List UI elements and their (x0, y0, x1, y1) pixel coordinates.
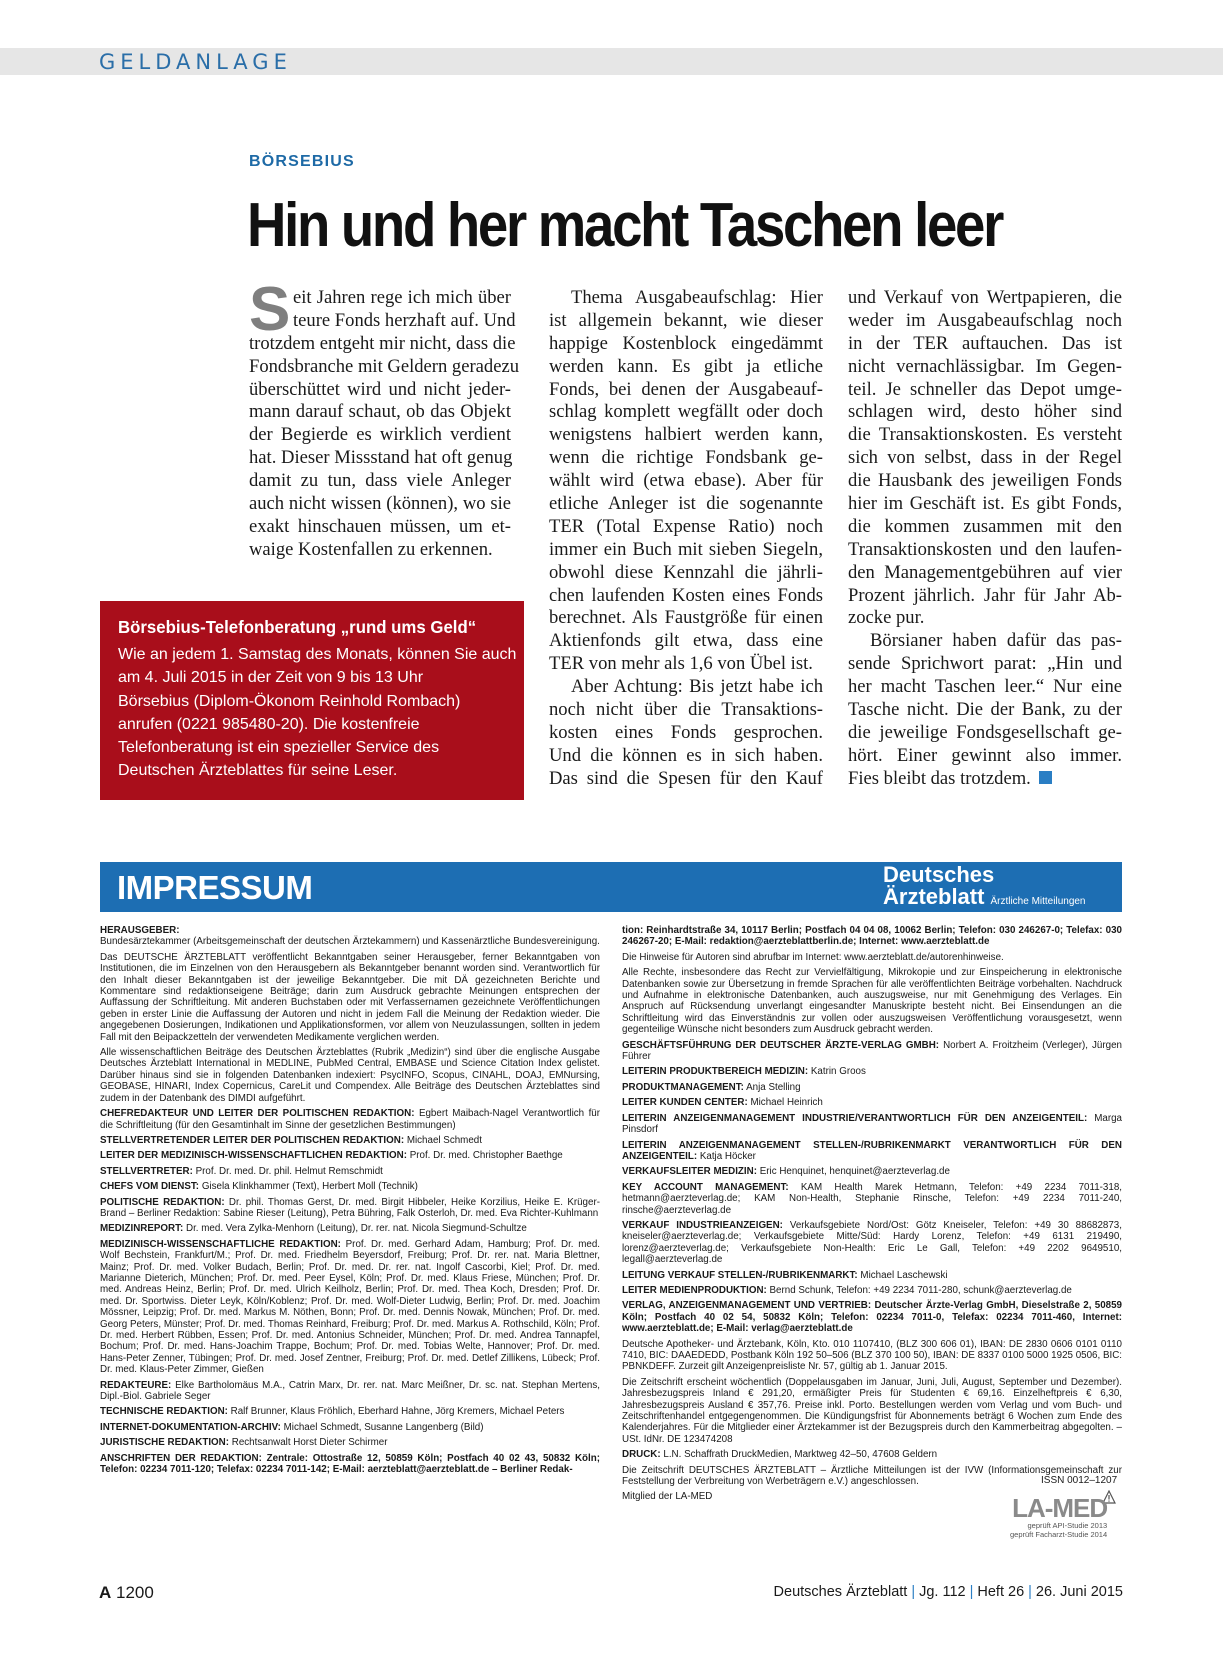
impressum-label: MEDIZINISCH-WISSENSCHAFTLICHE REDAKTION: (100, 1238, 341, 1250)
impressum-entry (100, 1047, 600, 1104)
article-line: zocke pur. (848, 607, 925, 629)
article-line: waige Kostenfallen zu erkennen. (249, 538, 493, 560)
impressum-text: Die Hinweise für Autoren sind abrufbar im Internet: www.aerzteblatt.de/autorenhinweise. (622, 951, 1004, 963)
infobox-line: Telefonberatung ist ein spezieller Service des (118, 739, 440, 757)
article-column-1 (249, 275, 520, 562)
impressum-entry (622, 1066, 1122, 1077)
impressum-label: INTERNET-DOKUMENTATION-ARCHIV: (100, 1421, 281, 1433)
separator: | (911, 1584, 916, 1600)
article-line: in der TER auftauchen. Das ist (848, 332, 1122, 354)
impressum-label: KEY ACCOUNT MANAGEMENT: (622, 1181, 789, 1193)
impressum-text: Katja Höcker (699, 1150, 756, 1162)
impressum-text: Michael Laschewski (860, 1269, 948, 1281)
article-line: überschüttet wird und nicht jeder- (249, 378, 511, 400)
article-line: happige Kostenblock eingedämmt (549, 332, 823, 354)
section-label: GELDANLAGE (99, 50, 292, 74)
impressum-entry (100, 1223, 600, 1234)
impressum-entry (622, 1377, 1122, 1445)
article-line: Fies bleibt das trotzdem. (848, 768, 1122, 791)
impressum-entry (100, 1239, 600, 1376)
infobox-line: am 4. Juli 2015 in der Zeit von 9 bis 13 Uhr (118, 669, 424, 687)
impressum-label: LEITER KUNDEN CENTER: (622, 1097, 748, 1109)
impressum-label: REDAKTEURE: (100, 1379, 172, 1391)
article-line: exakt hinschauen müssen, um et- (249, 515, 511, 537)
impressum-text: Marga Pinsdorf (622, 1112, 1122, 1136)
impressum-entry (622, 1082, 1122, 1093)
infobox-title: Börsebius-Telefonberatung „rund ums Geld“ (118, 617, 477, 637)
impressum-text: Dr. phil. Thomas Gerst, Dr. med. Birgit Hibbeler, Heike Korzilius, Heike E. Krüger-Brand – Berliner Redaktion: Sabine Rieser (Leitung), Petra Bühring, Falk Osterloh, Dr. med. Eva Richter-Kuhlmann (100, 1196, 600, 1219)
impressum-text: Alle Rechte, insbesondere das Recht zur Vervielfältigung, Mikrokopie und zur Einspeicherung in elektronische Datenbanken sowie zur Übersetzung in fremde Sprachen für alle veröffentlichten Beiträge vorbehalten. Nachdruck und Aufnahme in elektronische Datenbanken, auch auszugsweise, nur mit Genehmigung des Verlages. Ein Anspruch auf Rücksendung unverlangt eingesandter Manuskripte besteht nicht. Bei Einsendungen an die Schriftleitung wird das Einverständnis zur vollen oder auszugsweisen Veröffentlichung vorausgesetzt, wenn gegenteilige Wünsche nicht besonders zum Ausdruck gebracht werden. (622, 967, 1122, 1036)
impressum-entry (622, 1220, 1122, 1266)
article-line: wählt wird (etwa ebase). Aber für (549, 470, 823, 492)
impressum-entry (100, 1108, 600, 1131)
impressum-entry (100, 1135, 600, 1146)
logo-subtitle: Ärztliche Mitteilungen (990, 896, 1086, 907)
article-line: Aber Achtung: Bis jetzt habe ich (571, 676, 823, 698)
telephone-advice-box (100, 601, 524, 800)
impressum-text: Anja Stelling (746, 1081, 801, 1093)
article-line: trotzdem entgeht mir nicht, dass die (249, 332, 516, 354)
impressum-label: CHEFREDAKTEUR UND LEITER DER POLITISCHEN REDAKTION: (100, 1108, 415, 1120)
impressum-text: Gisela Klinkhammer (Text), Herbert Moll (Technik) (201, 1181, 418, 1193)
logo-line-2: Ärzteblatt (883, 884, 985, 909)
article-line: teure Fonds herzhaft auf. Und (293, 309, 516, 331)
impressum-label: GESCHÄFTSFÜHRUNG DER DEUTSCHER ÄRZTE-VERLAG GMBH: (622, 1039, 940, 1051)
impressum-text: Die Zeitschrift DEUTSCHES ÄRZTEBLATT – Ärztliche Mitteilungen ist der IVW (Informationsgemeinschaft zur Feststellung der Verbreitung von Werbeträgern e.V.) angeschlossen. (622, 1464, 1122, 1488)
logo-line-1: Deutsches (883, 862, 995, 887)
article-line: Transaktionskosten und den laufen- (848, 538, 1122, 560)
article-line: wenn die richtige Fondsbank ge- (549, 447, 823, 469)
article-line: werden kann. Es gibt ja etliche (549, 355, 823, 377)
article-line: die Transaktionskosten. Es versteht (848, 424, 1122, 446)
article-line: Fondsbranche mit Geldern geradezu (249, 355, 520, 377)
impressum-entry (100, 1453, 600, 1476)
article-line: TER (Total Expense Ratio) noch (549, 515, 823, 537)
article-line: und Verkauf von Wertpapieren, die (848, 287, 1122, 308)
article-line: auch nicht wissen (können), wo sie (249, 493, 511, 515)
article-line: Tasche nicht. Die der Bank, zu der (848, 699, 1122, 721)
impressum-text: Prof. Dr. med. Christopher Baethge (409, 1150, 563, 1162)
impressum-entry (622, 1449, 1122, 1460)
impressum-label: MEDIZINREPORT: (100, 1223, 184, 1235)
page-number (99, 1583, 154, 1603)
impressum-left-column (100, 925, 600, 1479)
impressum-label: POLITISCHE REDAKTION: (100, 1196, 225, 1208)
article-line: wenigstens halbiert werden kann, (549, 424, 823, 446)
impressum-text: Norbert A. Froitzheim (Verleger), Jürgen Führer (622, 1039, 1122, 1063)
article-line: sende Sprichwort parat: „Hin und (848, 653, 1122, 675)
impressum-text: Egbert Maibach-Nagel Verantwortlich für die Schriftleitung (für den Gesamtinhalt im Sinne der gesetzlichen Bestimmungen) (100, 1108, 600, 1131)
impressum-text: Prof. Dr. med. Gerhard Adam, Hamburg; Prof. Dr. med. Wolf Bechstein, Frankfurt/M.; Prof. Dr. med. Friedhelm Beyersdorf, Freiburg; Prof. Dr. rer. nat. Maria Blettner, Mainz; Prof. Dr. med. Volker Budach, Berlin; Prof. Dr. med. Dr. rer. nat. Ingolf Cascorbi, Kiel; Prof. Dr. med. Marianne Dieterich, München; Prof. Dr. med. Peer Eysel, Köln; Prof. Dr. med. Klaus Friese, München; Prof. Dr. med. Andreas Heinz, Berlin; Prof. Dr. med. Ulrich Keilholz, Berlin; Prof. Dr. med. Thea Koch, Dresden; Prof. Dr. med. Dr. Sportwiss. Dieter Leyk, Köln/Koblenz; Prof. Dr. med. Wolf-Dieter Ludwig, Berlin; Prof. Dr. med. Joachim Mössner, Leipzig; Prof. Dr. med. Markus M. Nöthen, Bonn; Prof. Dr. med. Dennis Nowak, München; Prof. Dr. med. Georg Peters, Münster; Prof. Dr. med. Thomas Reinhard, Freiburg; Prof. Dr. med. Markus A. Rothschild, Köln; Prof. Dr. med. Herbert Rübben, Essen; Prof. Dr. med. Antonius Schneider, München; Prof. Dr. med. Andrea Tannapfel, Bochum; Prof. Dr. med. Hans-Joachim Trappe, Bochum; Prof. Dr. med. Tobias Welte, Hannover; Prof. Dr. med. Hans-Peter Zenner, Tübingen; Prof. Dr. med. Josef Zentner, Freiburg; Prof. Dr. med. Detlef Zillikens, Lübeck; Prof. Dr. med. Klaus-Peter Zimmer, Gießen (100, 1238, 600, 1376)
drop-cap: S (249, 275, 291, 344)
volume: Jg. 112 (919, 1584, 966, 1600)
impressum-text: Katrin Groos (810, 1066, 866, 1078)
article-line: immer ein Buch mit sieben Siegeln, (549, 538, 823, 560)
impressum-label: tion: Reinhardtstraße 34, 10117 Berlin; Postfach 04 04 08, 10062 Berlin; Telefon: 030 246267-0; Telefax: 030 246267-20; E-Mail: redaktion@aerzteblattberlin.de; Internet: www.aerzteblatt.de (622, 925, 1122, 948)
impressum-right-column (622, 925, 1122, 1507)
impressum-entry (622, 1285, 1122, 1296)
lamed-sub-1: geprüft API-Studie 2013 (1027, 1521, 1108, 1530)
issue-date: 26. Juni 2015 (1035, 1584, 1123, 1600)
article-line: Fonds, bei denen der Ausgabeauf- (549, 378, 823, 400)
impressum-label: ANSCHRIFTEN DER REDAKTION: Zentrale: Ottostraße 12, 50859 Köln; Postfach 40 02 43, 50832 Köln; Telefon: 02234 7011-120; Telefax: 02234 7011-142; E-Mail: aerzteblatt@aerzteblatt.de – Berliner Redak- (100, 1452, 600, 1476)
impressum-entry (100, 952, 600, 1043)
article-line: schlag komplett wegfällt oder doch (549, 401, 823, 423)
article-line: nicht vernachlässigbar. Im Gegen- (848, 355, 1122, 377)
impressum-label: LEITERIN PRODUKTBEREICH MEDIZIN: (622, 1066, 809, 1078)
impressum-entry (622, 1270, 1122, 1281)
impressum-label: VERKAUFSLEITER MEDIZIN: (622, 1166, 757, 1178)
article-line: Thema Ausgabeaufschlag: Hier (571, 287, 823, 308)
article-line: hat. Dieser Missstand hat oft genug (249, 447, 513, 469)
article-line: Und die können es in sich haben. (549, 744, 823, 766)
impressum-entry (622, 1300, 1122, 1334)
impressum-entry (622, 1140, 1122, 1163)
impressum-text: Michael Schmedt, Susanne Langenberg (Bild) (283, 1421, 484, 1433)
article-kicker: BÖRSEBIUS (249, 153, 355, 170)
article-line: teil. Je schneller das Depot umge- (848, 378, 1122, 400)
page-number-value: 1200 (116, 1583, 154, 1602)
separator: | (1028, 1584, 1032, 1600)
impressum-entry (622, 1339, 1122, 1373)
impressum-label: LEITUNG VERKAUF STELLEN-/RUBRIKENMARKT: (622, 1269, 858, 1281)
impressum-label: PRODUKTMANAGEMENT: (622, 1081, 744, 1093)
article-line: der Begierde es wirklich verdient (249, 424, 511, 446)
article-line: mann darauf schaut, ob das Objekt (249, 401, 511, 423)
impressum-text: Bundesärztekammer (Arbeitsgemeinschaft der deutschen Ärztekammern) und Kassenärztliche Bundesvereinigung. (100, 936, 600, 948)
publication-name: Deutsches Ärzteblatt (773, 1584, 908, 1600)
impressum-entry (100, 1380, 600, 1403)
impressum-text: L.N. Schaffrath DruckMedien, Marktweg 42–50, 47608 Geldern (663, 1449, 938, 1461)
article-column-2 (549, 287, 823, 791)
impressum-label: JURISTISCHE REDAKTION: (100, 1437, 230, 1449)
impressum-title: IMPRESSUM (117, 869, 313, 906)
impressum-entry (622, 1182, 1122, 1216)
article-line: kosten eines Fonds gesprochen. (549, 721, 823, 743)
publication-info (774, 1584, 1123, 1600)
article-line: Aktienfonds gilt etwa, dass eine (549, 630, 823, 652)
article-line: Börsianer haben dafür das pas- (870, 630, 1122, 652)
impressum-text: Die Zeitschrift erscheint wöchentlich (Doppelausgaben im Januar, Juni, Juli, August, September und Dezember). Jahresbezugspreis Inland € 291,20, ermäßigter Preis für Studenten € 69,16. Einzelheftpreis € 6,30, Jahresbezugspreis Ausland € 357,76. Preise inkl. Porto. Bestellungen werden vom Verlag und vom Buch- und Zeitschriftenhandel entgegengenommen. Die Kündigungsfrist für Abonnements beträgt 6 Wochen zum Ende des Kalenderjahres. Für die Mitglieder einer Ärztekammer ist der Bezugspreis durch den Kammerbeitrag abgegolten. – USt. IdNr. DE 123474208 (622, 1376, 1122, 1445)
impressum-entry (622, 952, 1122, 963)
article-line: her macht Taschen leer.“ Nur eine (848, 676, 1122, 698)
separator: | (969, 1584, 974, 1600)
impressum-label: LEITER MEDIENPRODUKTION: (622, 1284, 767, 1296)
impressum-text: Bernd Schunk, Telefon: +49 2234 7011-280, schunk@aerzteverlag.de (769, 1284, 1072, 1296)
infobox-line: Deutschen Ärzteblattes für seine Leser. (118, 762, 398, 780)
impressum-entry (100, 1406, 600, 1417)
impressum-entry (100, 1422, 600, 1433)
article-line: den Managementgebühren auf vier (848, 561, 1122, 583)
end-mark-icon (1039, 771, 1052, 784)
article-line: schlagen wird, desto höher sind (848, 401, 1122, 423)
issue: Heft 26 (977, 1584, 1025, 1600)
impressum-entry (100, 1150, 600, 1161)
infobox-line: anrufen (0221 985480-20). Die kostenfreie (118, 715, 420, 733)
article-line: hier im Geschäft ist. Es gibt Fonds, (848, 493, 1122, 515)
lamed-badge (1010, 1495, 1107, 1539)
impressum-text: Ralf Brunner, Klaus Fröhlich, Eberhard Hahne, Jörg Kremers, Michael Peters (230, 1406, 565, 1418)
impressum-entry (622, 1040, 1122, 1063)
impressum-entry (100, 925, 600, 948)
article-line: TER von mehr als 1,6 von Übel ist. (549, 653, 813, 675)
impressum-entry (622, 1113, 1122, 1136)
impressum-text: Dr. med. Vera Zylka-Menhorn (Leitung), Dr. rer. nat. Nicola Siegmund-Schultze (186, 1223, 527, 1235)
infobox-line: Börsebius (Diplom-Ökonom Reinhold Rombach) (118, 692, 461, 710)
impressum-label: VERKAUF INDUSTRIEANZEIGEN: (622, 1219, 783, 1231)
impressum-text: Rechtsanwalt Horst Dieter Schirmer (231, 1437, 388, 1449)
impressum-entry (622, 925, 1122, 948)
impressum-label: LEITERIN ANZEIGENMANAGEMENT INDUSTRIE/VERANTWORTLICH FÜR DEN ANZEIGENTEIL: (622, 1112, 1088, 1124)
article-line: berechnet. Als Faustgröße für einen (549, 607, 823, 629)
impressum-label: VERLAG, ANZEIGENMANAGEMENT UND VERTRIEB: Deutscher Ärzte-Verlag GmbH, Dieselstraße 2, 50859 Köln; Postfach 40 02 54, 50832 Köln; Telefon: 02234 7011-0, Telefax: 02234 7011-460, Internet: www.aerzteblatt.de; E-Mail: verlag@aerzteblatt.de (622, 1300, 1122, 1335)
impressum-label: STELLVERTRETENDER LEITER DER POLITISCHEN REDAKTION: (100, 1134, 405, 1146)
impressum-entry (100, 1181, 600, 1192)
impressum-entry (100, 1166, 600, 1177)
impressum-entry (622, 1166, 1122, 1177)
article-line: die Hausbank des jeweiligen Fonds (848, 470, 1122, 492)
impressum-text: Alle wissenschaftlichen Beiträge des Deutschen Ärzteblattes (Rubrik „Medizin“) sind über die englische Ausgabe Deutsches Ärzteblatt International in MEDLINE, PubMed Central, EMBASE und Science Citation Index gelistet. Darüber hinaus sind sie in folgenden Datenbanken indexiert: PsycINFO, Scopus, CINAHL, DOAJ, EMNursing, GEOBASE, HINARI, Index Copernicus, CareLit und Compendex. Alle Beiträge des Deutschen Ärzteblattes sind zudem in der Datenbank des DIMDI aufgeführt. (100, 1047, 600, 1104)
article-headline: Hin und her macht Taschen leer (247, 191, 1003, 260)
article-line: sich von selbst, dass in der Regel (848, 447, 1122, 469)
impressum-label: CHEFS VOM DIENST: (100, 1181, 200, 1193)
impressum-text: Prof. Dr. med. Dr. phil. Helmut Remschmidt (195, 1165, 383, 1177)
impressum-label: HERAUSGEBER: (100, 925, 180, 936)
impressum-entry (622, 1097, 1122, 1108)
lamed-sub-2: geprüft Facharzt-Studie 2014 (1010, 1530, 1108, 1539)
impressum-text: Mitglied der LA-MED (622, 1491, 713, 1503)
impressum-text: Verkaufsgebiete Nord/Ost: Götz Kneiseler, Telefon: +49 30 88682873, kneiseler@aerzteverlag.de; Verkaufsgebiete Mitte/Süd: Hardy Lorenz, Telefon: +49 6131 219490, lorenz@aerzteverlag.de; Verkaufsgebiete Non-Health: Eric Le Gall, Telefon: +49 2202 9649510, legall@aerzteverlag.de (622, 1219, 1122, 1266)
impressum-label: TECHNISCHE REDAKTION: (100, 1406, 228, 1418)
article-line: die jeweilige Fondsgesellschaft ge- (848, 721, 1122, 743)
article-line: Das sind die Spesen für den Kauf (549, 767, 823, 789)
article-line: weder im Ausgabeaufschlag noch (848, 309, 1122, 331)
impressum-label: LEITER DER MEDIZINISCH-WISSENSCHAFTLICHEN REDAKTION: (100, 1150, 407, 1162)
page-prefix: A (99, 1583, 112, 1602)
article-line: noch nicht über die Transaktions- (549, 699, 823, 721)
impressum-entry (622, 967, 1122, 1035)
impressum-label: DRUCK: (622, 1449, 661, 1461)
impressum-label: LEITERIN ANZEIGENMANAGEMENT STELLEN-/RUBRIKENMARKT VERANTWORTLICH FÜR DEN ANZEIGENTEIL: (622, 1139, 1122, 1162)
infobox-body (118, 643, 517, 783)
article-line: Prozent jährlich. Jahr für Jahr Ab- (848, 584, 1122, 606)
impressum-text: Das DEUTSCHE ÄRZTEBLATT veröffentlicht Bekanntgaben seiner Herausgeber, ferner Bekanntgaben von Institutionen, die im Einzelnen von den Herausgebern als Bekanntgeber benannt worden sind. Verantwortlich für den Inhalt dieser Bekanntgaben ist der jeweilige Bekanntgeber. Die mit DÄ gezeichneten Berichte und Kommentare sind redaktionseigene Beiträge; darin zum Ausdruck gebrachte Meinungen entsprechen der Auffassung der Schriftleitung. Mit anderen Buchstaben oder mit Verfassernamen gezeichnete Veröffentlichungen geben in erster Linie die Auffassung der Autoren und nicht in jedem Fall die Meinung der Redaktion wieder. Die angegebenen Dosierungen, Indikationen und Applikationsformen, vor allem von Neuzulassungen, sollten in jedem Fall mit den Beipackzetteln der verwendeten Medikamente verglichen werden. (100, 951, 600, 1043)
article-line: obwohl diese Kennzahl die jährli- (549, 561, 823, 583)
article-line: hört. Einer gewinnt also immer. (848, 744, 1122, 766)
impressum-entry (100, 1437, 600, 1448)
impressum-label: STELLVERTRETER: (100, 1165, 193, 1177)
deutsches-aerzteblatt-logo (883, 864, 1086, 913)
article-line: damit zu tun, dass viele Anleger (249, 470, 511, 492)
issn: ISSN 0012–1207 (1041, 1475, 1118, 1486)
impressum-text: Michael Heinrich (750, 1097, 823, 1109)
article-line: chen laufenden Kosten eines Fonds (549, 584, 823, 606)
article-line: etliche Anleger ist die sogenannte (549, 493, 823, 515)
article-line: eit Jahren rege ich mich über (293, 287, 511, 308)
impressum-text: Eric Henquinet, henquinet@aerzteverlag.de (759, 1166, 950, 1178)
article-line: die kommen zusammen mit den (848, 515, 1122, 537)
impressum-text: KAM Health Marek Hetmann, Telefon: +49 2234 7011-318, hetmann@aerzteverlag.de; KAM Non-Health, Stephanie Rinsche, Telefon: +49 2234 7011-240, rinsche@aerzteverlag.de (622, 1181, 1122, 1216)
impressum-text: Michael Schmedt (406, 1134, 482, 1146)
lamed-logo: LA-MED (1012, 1493, 1108, 1523)
infobox-line: Wie an jedem 1. Samstag des Monats, können Sie auch (118, 646, 517, 663)
article-column-3 (848, 287, 1122, 791)
impressum-entry (100, 1197, 600, 1220)
impressum-text: Elke Bartholomäus M.A., Catrin Marx, Dr. rer. nat. Marc Meißner, Dr. sc. nat. Stephan Mertens, Dipl.-Biol. Gabriele Seger (100, 1379, 600, 1403)
impressum-text: Deutsche Apotheker- und Ärztebank, Köln, Kto. 010 1107410, (BLZ 300 606 01), IBAN: DE 2830 0606 0101 0110 7410, BIC: DAAEDEDD, Postbank Köln 192 50–506 (BLZ 370 100 50), IBAN: DE 8337 0100 5000 1925 0506, BIC: PBNKDEFF. Zurzeit gilt Anzeigenpreisliste Nr. 57, gültig ab 1. Januar 2015. (622, 1338, 1122, 1373)
article-line: ist allgemein bekannt, wie dieser (549, 309, 823, 331)
